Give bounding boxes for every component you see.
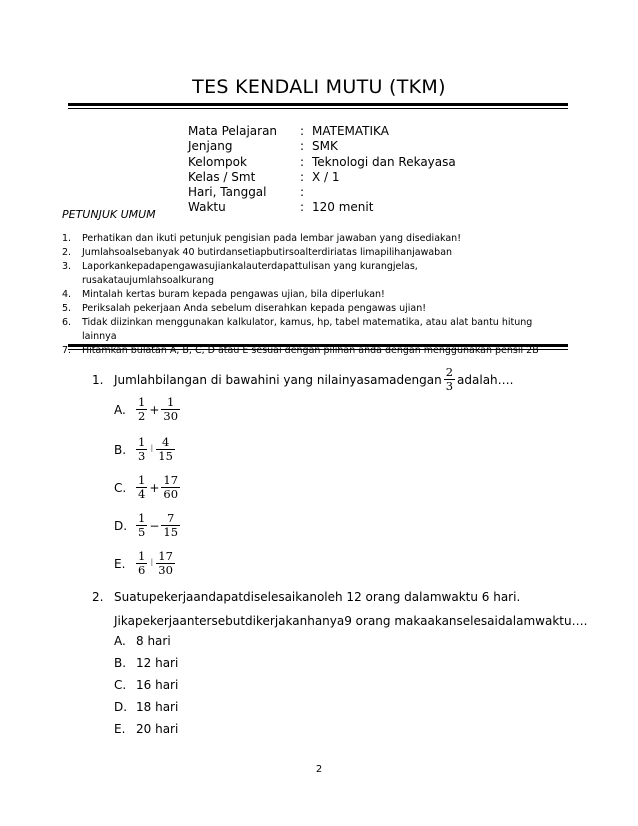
fraction [156,436,175,463]
list-item-number: 7. [62,345,72,356]
info-colon: : [300,185,305,200]
answer-option-a[interactable] [114,630,178,652]
answer-option-e[interactable] [114,718,178,740]
question-line [92,590,587,604]
question-text: Suatupekerjaandapatdiselesaikanoleh 12 orang dalamwaktu 6 hari. [114,590,521,604]
fraction-numerator: 17 [158,549,173,563]
answer-option-c[interactable] [114,674,178,696]
fraction [161,396,180,423]
list-item-text: Mintalah kertas buram kepada pengawas ujian, bila diperlukan! [82,289,385,300]
info-row-class [188,170,456,185]
list-item-text: Hitamkan bulatan A, B, C, D atau E sesuai dengan pilihan anda dengan menggunakan pensil 2B [82,345,539,356]
answer-option-a[interactable] [114,396,180,423]
answer-option-c[interactable] [114,474,180,501]
list-item-number: 4. [62,289,72,300]
option-letter: B. [114,656,127,670]
info-label: Kelompok [188,154,247,169]
question-number: 1. [92,372,104,387]
fraction-numerator: 1 [138,549,146,563]
info-row-group [188,155,456,170]
list-item-text: Jumlahsoalsebanyak 40 butirdansetiapbutirsoalterdiriatas limapilihanjawaban [82,247,453,258]
info-label: Waktu [188,200,226,215]
option-letter: C. [114,678,127,692]
info-label: Kelas / Smt [188,169,256,184]
option-letter: A. [114,402,126,417]
page-number: 2 [315,764,323,775]
list-item [62,288,552,302]
answer-option-b[interactable] [114,436,175,463]
option-letter: B. [114,442,127,457]
option-letter: E. [114,722,126,736]
fraction-denominator: 5 [138,525,146,539]
info-value: Teknologi dan Rekayasa [312,154,456,169]
info-label: Jenjang [188,139,233,154]
fraction [136,512,147,539]
operator: − [149,518,160,533]
question-text: Jumlahbilangan di bawahini yang nilainyasamadengan [114,372,442,387]
operator: + [149,480,160,495]
option-letter: C. [114,480,127,495]
fraction-numerator: 1 [138,473,146,487]
answer-option-d[interactable] [114,696,178,718]
list-item [62,246,552,260]
info-value: 120 menit [312,200,374,215]
list-item [62,260,552,288]
instructions-divider-thin [68,349,568,350]
list-item-number: 5. [62,303,72,314]
fraction-numerator: 7 [167,511,175,525]
answer-option-d[interactable] [114,512,180,539]
fraction-denominator: 3 [445,379,454,393]
fraction-numerator: 1 [138,511,146,525]
list-item-number: 6. [62,317,72,328]
option-letter: E. [114,556,126,571]
fraction [136,474,147,501]
fraction-numerator: 17 [163,473,179,487]
list-item-text: Perhatikan dan ikuti petunjuk pengisian pada lembar jawaban yang disediakan! [82,233,462,244]
question-1 [92,366,513,393]
option-text: 8 hari [136,634,171,648]
list-item [62,302,552,316]
list-item-number: 3. [62,261,72,272]
option-text: 20 hari [136,722,179,736]
fraction-denominator: 60 [163,487,179,501]
instructions-title: PETUNJUK UMUM [62,208,156,221]
list-item-number: 2. [62,247,72,258]
fraction [161,474,180,501]
option-letter: D. [114,700,128,714]
instructions-divider [68,344,568,347]
list-item-text: Laporkankepadapengawasujiankalauterdapattulisan yang kurangjelas, rusakataujumlahsoalkurang [82,261,418,286]
instructions-list [62,232,552,358]
fraction-denominator: 30 [158,563,173,577]
fraction-numerator: 1 [138,435,146,449]
question-2 [92,590,587,628]
info-colon: : [300,154,305,169]
list-item-text: Tidak diizinkan menggunakan kalkulator, kamus, hp, tabel matematika, atau alat bantu hitung lainnya [82,317,533,342]
info-row-subject [188,124,456,139]
fraction [136,396,147,423]
info-colon: : [300,139,305,154]
info-value: X / 1 [312,169,340,184]
answer-option-b[interactable] [114,652,178,674]
fraction-denominator: 4 [138,487,146,501]
question-text-2: Jikapekerjaantersebutdikerjakanhanya9 orang makaakanselesaidalamwaktu…. [114,614,588,628]
info-label: Mata Pelajaran [188,124,278,138]
fraction-numerator: 4 [161,435,170,449]
list-item [62,316,552,344]
fraction-denominator: 2 [138,409,146,423]
answer-options-q2 [114,630,178,740]
fraction-numerator: 2 [445,365,454,379]
fraction-numerator: 1 [167,395,175,409]
info-colon: : [300,169,305,184]
fraction [161,512,180,539]
info-value: MATEMATIKA [312,124,389,138]
answer-option-e[interactable] [114,550,175,577]
fraction-numerator: 1 [138,395,146,409]
info-colon: : [300,124,305,138]
question-text-end: adalah…. [457,372,514,387]
list-item-number: 1. [62,233,72,244]
operator: ǀ [150,558,154,569]
option-text: 16 hari [136,678,179,692]
info-row-date [188,185,456,200]
operator: + [149,402,160,417]
fraction-denominator: 3 [138,449,146,463]
list-item [62,232,552,246]
page-title: TES KENDALI MUTU (TKM) [192,76,446,98]
fraction [136,550,147,577]
info-colon: : [300,200,305,215]
exam-info-table [188,124,456,216]
option-text: 18 hari [136,700,179,714]
title-divider-thin [68,108,568,109]
info-value: SMK [312,139,338,154]
fraction-denominator: 6 [138,563,146,577]
fraction-denominator: 15 [163,525,179,539]
option-text: 12 hari [136,656,179,670]
question-number: 2. [92,590,104,604]
info-label: Hari, Tanggal [188,185,267,200]
info-row-time [188,200,456,215]
fraction [444,366,455,393]
list-item-text: Periksalah pekerjaan Anda sebelum diserahkan kepada pengawas ujian! [82,303,427,314]
fraction-denominator: 30 [163,409,179,423]
operator: ǀ [150,444,154,455]
fraction [136,436,147,463]
fraction [156,550,175,577]
fraction-denominator: 15 [158,449,173,463]
option-letter: A. [114,634,126,648]
option-letter: D. [114,518,128,533]
title-divider [68,103,568,106]
info-row-level [188,139,456,154]
